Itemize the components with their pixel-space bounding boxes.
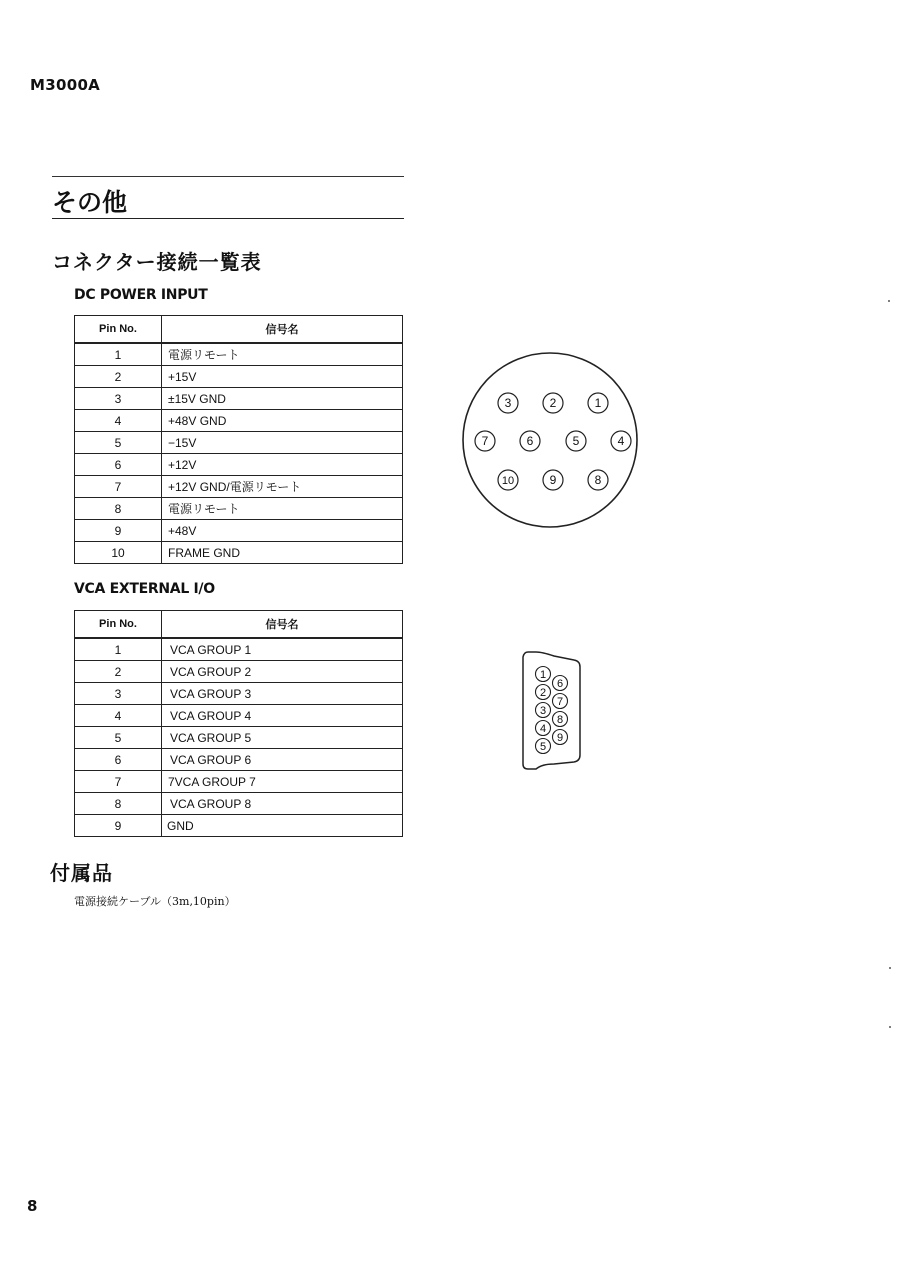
table-row xyxy=(75,793,403,815)
pin-number: 7 xyxy=(75,771,162,793)
pin-2 xyxy=(536,685,551,700)
table-row xyxy=(75,542,403,564)
table-row xyxy=(75,476,403,498)
svg-text:5: 5 xyxy=(572,434,580,448)
table-row xyxy=(75,366,403,388)
pin-7 xyxy=(475,431,495,451)
table-row xyxy=(75,454,403,476)
pin-number: 5 xyxy=(75,432,162,454)
title-bottom-rule xyxy=(52,218,404,219)
pin-number: 1 xyxy=(75,343,162,366)
page-number: 8 xyxy=(27,1197,38,1215)
pin-8 xyxy=(588,470,608,490)
pin-number: 6 xyxy=(75,749,162,771)
svg-text:5: 5 xyxy=(539,741,547,753)
svg-text:4: 4 xyxy=(617,434,625,448)
table-row xyxy=(75,638,403,661)
pin-number: 2 xyxy=(75,661,162,683)
signal-name: 電源リモート xyxy=(162,343,403,366)
pin-number: 10 xyxy=(75,542,162,564)
svg-text:1: 1 xyxy=(594,396,602,410)
svg-text:10: 10 xyxy=(501,475,515,487)
pin-number: 1 xyxy=(75,638,162,661)
pin-4 xyxy=(536,721,551,736)
pin-number: 8 xyxy=(75,793,162,815)
signal-name: VCA GROUP 5 xyxy=(162,727,403,749)
accessories-heading: 付属品 xyxy=(50,861,113,885)
svg-text:8: 8 xyxy=(556,714,564,726)
pin-6 xyxy=(553,676,568,691)
signal-name: FRAME GND xyxy=(162,542,403,564)
pin-1 xyxy=(536,667,551,682)
signal-name: GND xyxy=(162,815,403,837)
signal-name: VCA GROUP 3 xyxy=(162,683,403,705)
vca-external-io-heading: VCA EXTERNAL I/O xyxy=(74,581,215,597)
pin-number: 3 xyxy=(75,388,162,410)
table-row xyxy=(75,683,403,705)
signal-name-column-header: 信号名 xyxy=(162,611,403,639)
table-row xyxy=(75,343,403,366)
pin-3 xyxy=(536,703,551,718)
connector-list-heading: コネクター接続一覧表 xyxy=(52,250,262,274)
signal-name: ±15V GND xyxy=(162,388,403,410)
svg-text:8: 8 xyxy=(594,473,602,487)
pin-number: 2 xyxy=(75,366,162,388)
scan-speck xyxy=(888,300,890,302)
svg-text:7: 7 xyxy=(556,696,564,708)
pin-number: 7 xyxy=(75,476,162,498)
pin-6 xyxy=(520,431,540,451)
scan-speck xyxy=(889,1026,891,1028)
svg-text:2: 2 xyxy=(549,396,557,410)
pin-number: 4 xyxy=(75,705,162,727)
signal-name: +12V GND/電源リモート xyxy=(162,476,403,498)
signal-name-column-header: 信号名 xyxy=(162,316,403,344)
svg-text:3: 3 xyxy=(539,705,547,717)
dc-power-connector-diagram xyxy=(460,348,640,532)
pin-no-column-header: Pin No. xyxy=(75,611,162,639)
table-row xyxy=(75,749,403,771)
table-row xyxy=(75,388,403,410)
vca-dsub-connector-diagram xyxy=(518,648,586,774)
pin-5 xyxy=(566,431,586,451)
pin-4 xyxy=(611,431,631,451)
svg-text:9: 9 xyxy=(556,732,564,744)
table-row xyxy=(75,498,403,520)
svg-text:1: 1 xyxy=(539,669,547,681)
signal-name: +12V xyxy=(162,454,403,476)
table-row xyxy=(75,727,403,749)
pin-number: 5 xyxy=(75,727,162,749)
signal-name: VCA GROUP 2 xyxy=(162,661,403,683)
pin-3 xyxy=(498,393,518,413)
svg-text:9: 9 xyxy=(549,473,557,487)
table-row xyxy=(75,432,403,454)
pin-number: 9 xyxy=(75,520,162,542)
table-header-row xyxy=(75,316,403,344)
pin-8 xyxy=(553,712,568,727)
signal-name: VCA GROUP 8 xyxy=(162,793,403,815)
signal-name: VCA GROUP 4 xyxy=(162,705,403,727)
svg-text:4: 4 xyxy=(539,723,547,735)
pin-number: 6 xyxy=(75,454,162,476)
table-row xyxy=(75,815,403,837)
vca-pin-table xyxy=(74,610,403,837)
pin-1 xyxy=(588,393,608,413)
dc-power-input-heading: DC POWER INPUT xyxy=(74,287,208,303)
signal-name: 電源リモート xyxy=(162,498,403,520)
svg-text:6: 6 xyxy=(526,434,534,448)
pin-7 xyxy=(553,694,568,709)
pin-number: 3 xyxy=(75,683,162,705)
pin-9 xyxy=(553,730,568,745)
table-row xyxy=(75,705,403,727)
pin-10 xyxy=(498,470,518,490)
scan-speck xyxy=(889,967,891,969)
signal-name: VCA GROUP 1 xyxy=(162,638,403,661)
pin-number: 8 xyxy=(75,498,162,520)
pin-no-column-header: Pin No. xyxy=(75,316,162,344)
section-title: その他 xyxy=(52,188,128,217)
pin-9 xyxy=(543,470,563,490)
accessories-item: 電源接続ケーブル（3m,10pin） xyxy=(74,895,236,908)
pin-number: 4 xyxy=(75,410,162,432)
pin-number: 9 xyxy=(75,815,162,837)
table-row xyxy=(75,410,403,432)
signal-name: 7VCA GROUP 7 xyxy=(162,771,403,793)
signal-name: +48V xyxy=(162,520,403,542)
signal-name: +48V GND xyxy=(162,410,403,432)
pin-2 xyxy=(543,393,563,413)
svg-text:2: 2 xyxy=(539,687,547,699)
svg-text:3: 3 xyxy=(504,396,512,410)
pin-5 xyxy=(536,739,551,754)
table-row xyxy=(75,771,403,793)
svg-text:6: 6 xyxy=(556,678,564,690)
title-top-rule xyxy=(52,176,404,177)
table-row xyxy=(75,661,403,683)
table-header-row xyxy=(75,611,403,639)
dsub-shell xyxy=(523,652,580,769)
model-name: M3000A xyxy=(30,76,101,94)
signal-name: −15V xyxy=(162,432,403,454)
table-row xyxy=(75,520,403,542)
signal-name: VCA GROUP 6 xyxy=(162,749,403,771)
signal-name: +15V xyxy=(162,366,403,388)
dc-power-pin-table xyxy=(74,315,403,564)
svg-text:7: 7 xyxy=(481,434,489,448)
